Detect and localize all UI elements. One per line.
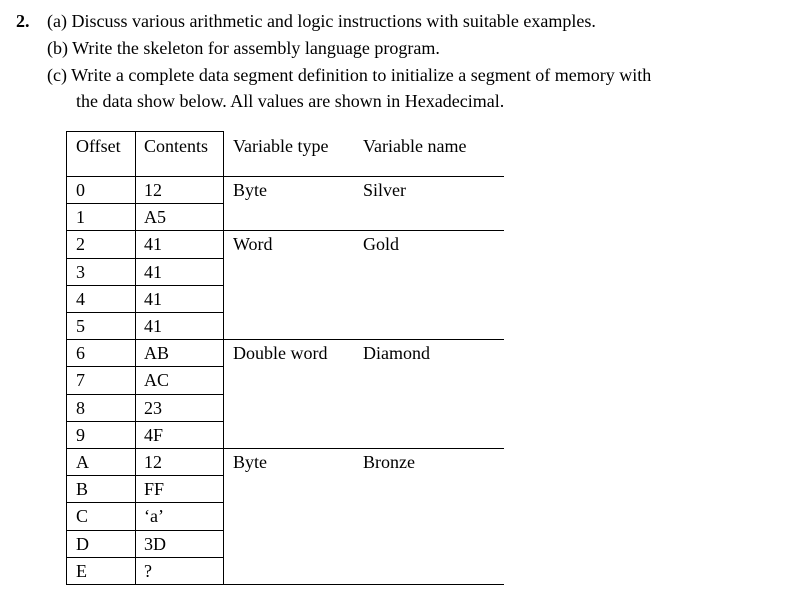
offset-cell: 0 — [76, 180, 85, 200]
header-variable-type: Variable type — [233, 136, 329, 156]
offset-cell: 7 — [76, 370, 85, 391]
contents-cell: 12 — [144, 452, 162, 472]
contents-cell: AB — [144, 343, 170, 364]
table-row-separator — [66, 203, 224, 204]
contents-cell: 41 — [144, 316, 162, 336]
table-row-separator — [66, 258, 224, 259]
contents-cell: 23 — [144, 397, 162, 418]
table-border-contents-type — [223, 131, 224, 584]
table-row-separator — [66, 421, 224, 422]
variable-name-cell: Bronze — [363, 452, 415, 472]
offset-cell: 9 — [76, 424, 85, 445]
offset-cell: 2 — [76, 234, 85, 255]
header-contents: Contents — [144, 136, 209, 156]
contents-cell: AC — [144, 370, 170, 391]
variable-name-cell: Diamond — [363, 343, 430, 364]
offset-cell: A — [76, 452, 89, 472]
table-row-separator — [66, 366, 224, 367]
header-offset: Offset — [76, 136, 121, 156]
contents-cell: ? — [144, 560, 152, 581]
offset-cell: 4 — [76, 288, 85, 309]
offset-cell: 5 — [76, 316, 85, 336]
table-bottom-border — [66, 584, 504, 585]
contents-cell: A5 — [144, 207, 166, 228]
question-number: 2. — [16, 11, 30, 31]
offset-cell: 3 — [76, 261, 85, 282]
contents-cell: 41 — [144, 288, 162, 309]
table-row-separator — [66, 557, 224, 558]
data-segment-table — [66, 131, 504, 586]
table-row-separator — [66, 475, 224, 476]
table-border-offset-contents — [135, 131, 136, 584]
contents-cell: 3D — [144, 533, 166, 554]
question-part-c: (c) Write a complete data segment definition to initialize a segment of memory with — [47, 65, 652, 85]
table-row-separator-group — [66, 339, 504, 340]
variable-name-cell: Silver — [363, 180, 406, 200]
offset-cell: 8 — [76, 397, 85, 418]
table-border-left — [66, 131, 67, 584]
offset-cell: C — [76, 506, 89, 527]
variable-type-cell: Byte — [233, 180, 267, 200]
offset-cell: B — [76, 479, 89, 500]
contents-cell: 41 — [144, 261, 162, 282]
table-row-separator — [66, 530, 224, 531]
contents-cell: 12 — [144, 180, 162, 200]
table-row-separator-group — [66, 176, 504, 177]
table-row-separator — [66, 285, 224, 286]
contents-cell: ‘a’ — [144, 506, 164, 527]
offset-cell: E — [76, 560, 87, 581]
offset-cell: 1 — [76, 207, 85, 228]
table-row-separator — [66, 394, 224, 395]
variable-type-cell: Byte — [233, 452, 267, 472]
offset-cell: 6 — [76, 343, 85, 364]
table-row-separator-group — [66, 448, 504, 449]
contents-cell: 4F — [144, 424, 164, 445]
table-row-separator — [66, 502, 224, 503]
table-row-separator-group — [66, 230, 504, 231]
question-part-b: (b) Write the skeleton for assembly language program. — [47, 38, 440, 58]
header-variable-name: Variable name — [363, 136, 467, 156]
variable-name-cell: Gold — [363, 234, 399, 255]
variable-type-cell: Word — [233, 234, 273, 255]
table-row-separator — [66, 312, 224, 313]
table-header-top-border — [66, 131, 224, 132]
contents-cell: 41 — [144, 234, 162, 255]
variable-type-cell: Double word — [233, 343, 328, 364]
question-part-a: (a) Discuss various arithmetic and logic instructions with suitable examples. — [47, 11, 596, 31]
offset-cell: D — [76, 533, 89, 554]
contents-cell: FF — [144, 479, 165, 500]
question-part-c-continued: the data show below. All values are shown in Hexadecimal. — [76, 91, 505, 111]
